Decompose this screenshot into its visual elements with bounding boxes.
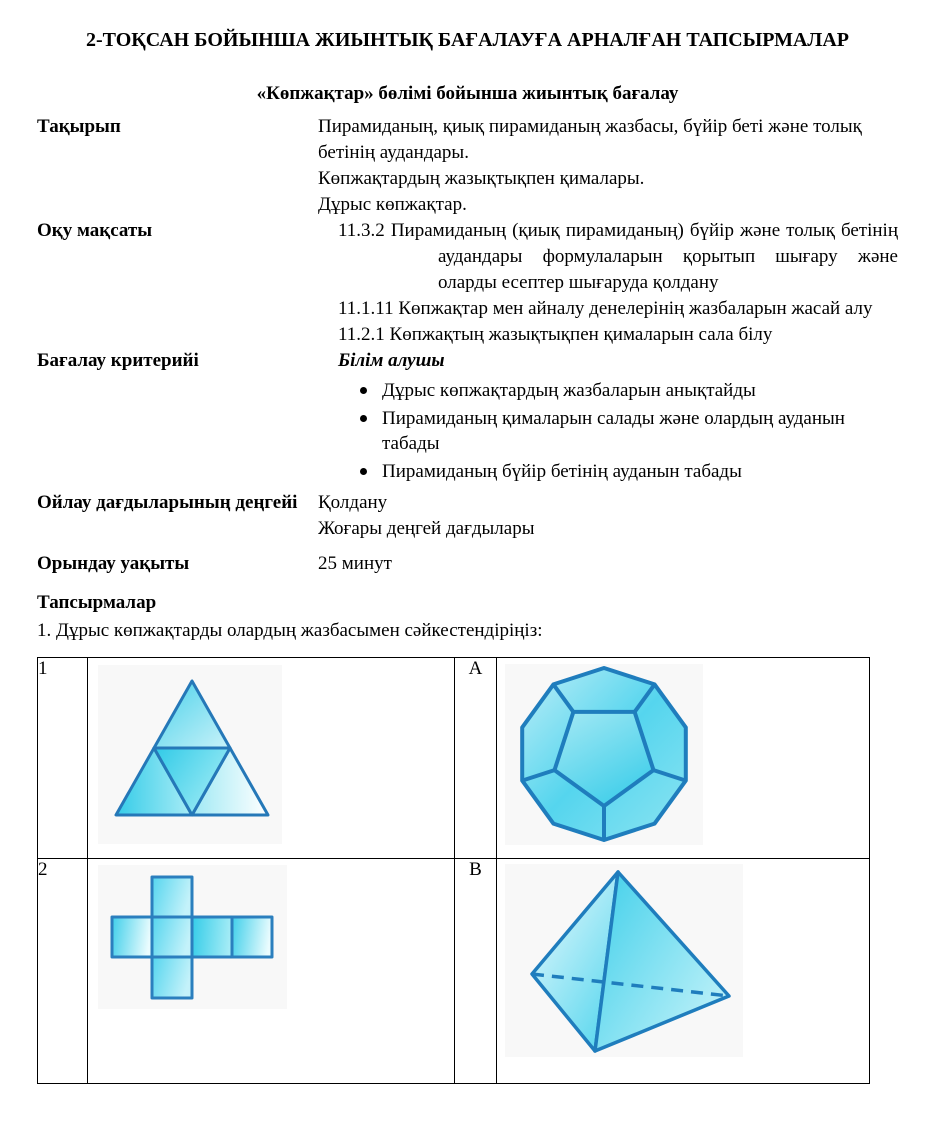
criteria-item-text: Пирамиданың бүйір бетінің ауданын табады	[382, 461, 742, 482]
criteria-label: Бағалау критерийі	[37, 350, 199, 371]
table-row	[38, 658, 870, 859]
solid-image-cell	[497, 859, 870, 1084]
criteria-value	[318, 348, 898, 487]
row-number-cell: 2	[38, 859, 88, 1084]
criteria-row	[37, 348, 898, 487]
learning-objective	[338, 296, 898, 322]
objective-text: Көпжақтар мен айналу денелерінің жазбаларын жасай алу	[398, 298, 873, 319]
bullet-icon	[360, 415, 367, 422]
objectives-value	[318, 218, 898, 348]
criteria-list	[318, 378, 898, 484]
criteria-item	[318, 378, 898, 403]
time-label: Орындау уақыты	[37, 553, 190, 574]
topic-label: Тақырып	[37, 116, 121, 137]
row-number-cell: 1	[38, 658, 88, 859]
objective-code: 11.1.11	[338, 298, 394, 319]
topic-line: Дұрыс көпжақтар.	[318, 194, 467, 215]
table-row	[38, 859, 870, 1084]
page-title: 2-ТОҚСАН БОЙЫНША ЖИЫНТЫҚ БАҒАЛАУҒА АРНАЛҒАН ТАПСЫРМАЛАР	[86, 29, 849, 51]
thinking-skill-line: Қолдану	[318, 492, 388, 513]
criteria-item-text: Дұрыс көпжақтардың жазбаларын анықтайды	[382, 380, 756, 401]
time-row	[37, 551, 898, 577]
option-letter-cell: B	[455, 859, 497, 1084]
thinking-skill-line: Жоғары деңгей дағдылары	[318, 518, 535, 539]
bullet-icon	[360, 468, 367, 475]
topic-value	[318, 114, 898, 218]
option-letter-cell: A	[455, 658, 497, 859]
criteria-item-text: Пирамиданың қималарын салады және олардың ауданын табады	[382, 408, 845, 454]
topic-line: Пирамиданың, қиық пирамиданың жазбасы, бүйір беті және толық бетінің аудандары.	[318, 116, 862, 163]
section-subtitle: «Көпжақтар» бөлімі бойынша жиынтық бағалау	[256, 83, 679, 104]
solid-image-cell	[497, 658, 870, 859]
tetrahedron-3d-image	[505, 864, 743, 1057]
objective-text: Пирамиданың (қиық пирамиданың) бүйір және толық бетінің аудандары формулаларын қорытып шығару және оларды есептер шығаруда қолдану	[390, 220, 899, 293]
objective-code: 11.3.2	[338, 220, 385, 241]
net-image-cell	[88, 859, 455, 1084]
objectives-label: Оқу мақсаты	[37, 220, 153, 241]
objectives-row	[37, 218, 898, 348]
matching-table	[37, 657, 870, 1084]
task-1-instruction: 1. Дұрыс көпжақтарды олардың жазбасымен сәйкестендіріңіз:	[37, 620, 543, 641]
thinking-skills-value	[318, 490, 898, 542]
objective-code: 11.2.1	[338, 324, 385, 345]
dodecahedron-image	[505, 664, 703, 845]
criteria-item	[318, 459, 898, 484]
topic-row	[37, 114, 898, 218]
time-value: 25 минут	[318, 553, 392, 574]
criteria-item	[318, 406, 898, 456]
tetrahedron-net-image	[98, 665, 282, 844]
learning-objective	[338, 322, 898, 348]
net-image-cell	[88, 658, 455, 859]
tasks-heading: Тапсырмалар	[37, 592, 157, 613]
thinking-skills-label: Ойлау дағдыларының деңгейі	[37, 492, 298, 513]
bullet-icon	[360, 387, 367, 394]
cube-net-image	[98, 865, 287, 1009]
learning-objective	[338, 218, 898, 296]
assessment-info	[37, 114, 898, 577]
thinking-skills-row	[37, 490, 898, 542]
topic-line: Көпжақтардың жазықтықпен қималары.	[318, 168, 645, 189]
criteria-intro: Білім алушы	[338, 350, 445, 371]
objective-text: Көпжақтың жазықтықпен қималарын сала білу	[389, 324, 773, 345]
